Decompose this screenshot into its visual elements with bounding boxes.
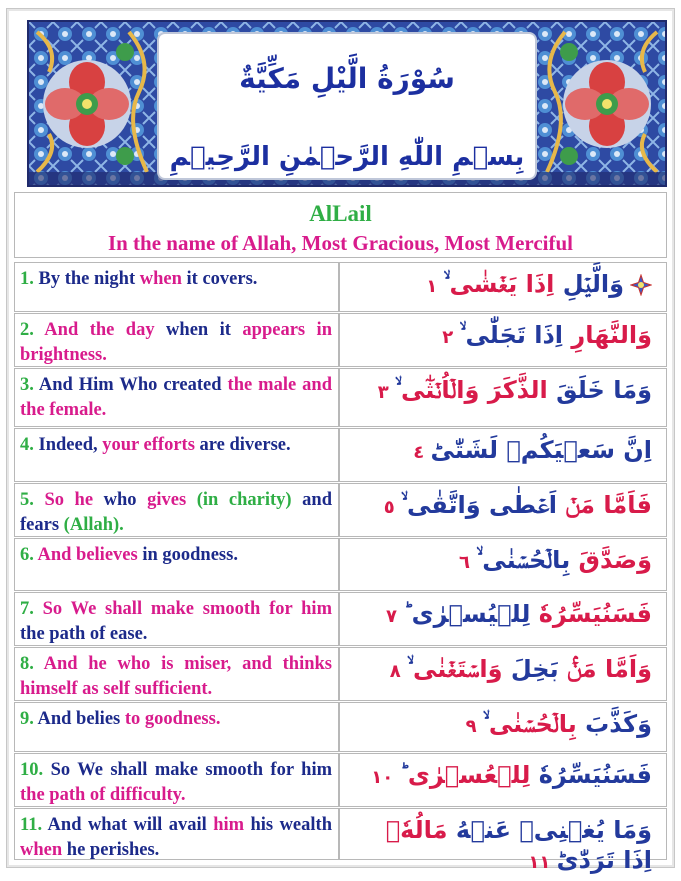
verse-english-segment: the male and the female. <box>20 375 333 420</box>
verse-english-segment: And believes <box>33 545 143 565</box>
verse-arabic-segment: ۙ <box>395 376 402 404</box>
verse-arabic-segment: وَمَا يُغۡنِىۡ عَنۡهُ <box>447 816 652 844</box>
ayah-number-marker: ١٠ <box>371 767 400 788</box>
verse-arabic-segment: فَسَنُيَسِّرُهٗ <box>530 761 652 789</box>
ayah-number-marker: ٥ <box>383 497 401 518</box>
verse-arabic-segment: بِالۡحُسۡنٰى <box>488 710 577 738</box>
verse-english-segment: So We shall make smooth <box>33 599 261 619</box>
verse-english-segment: By the night <box>33 269 140 289</box>
verse-number: 3. <box>20 375 34 395</box>
verse-arabic-segment: ۙ <box>476 546 483 574</box>
verse-english-segment: your efforts <box>102 435 195 455</box>
verse-english <box>14 538 339 591</box>
verse-arabic-segment: بِالۡحُسۡنٰى <box>482 546 571 574</box>
verse-english-segment: the path of ease. <box>20 624 148 644</box>
verse-row <box>14 702 667 752</box>
verse-english <box>14 592 339 646</box>
verse-arabic <box>339 647 667 701</box>
verse-english-segment: who <box>103 490 148 510</box>
verse-english-segment: it covers. <box>181 269 258 289</box>
sura-arabic-title-text: سُوْرَةُ الَّيْلِ مَكِّيَّةٌ <box>239 62 455 95</box>
verse-number: 10. <box>20 760 44 780</box>
ayah-number-marker: ٣ <box>377 382 396 403</box>
ayah-number-marker: ٨ <box>389 661 408 682</box>
verse-english-segment: So We shall make smooth for him <box>43 760 332 780</box>
verse-arabic-segment: ۙ <box>459 321 466 349</box>
verse-arabic-segment: فَاَمَّا مَنۡ <box>557 491 652 519</box>
verse-english <box>14 702 339 752</box>
verse-english <box>14 808 339 860</box>
verse-row <box>14 428 667 482</box>
verse-arabic-segment: وَكَذَّبَ <box>576 710 652 738</box>
verse-arabic-segment: اِذَا تَجَلّٰى <box>465 321 564 349</box>
ornamental-banner <box>27 20 667 187</box>
sura-header <box>14 192 667 258</box>
verse-number: 5. <box>20 490 34 510</box>
verse-arabic-segment: الذَّكَرَ وَالۡاُنۡثٰٓى <box>401 376 548 404</box>
ayah-number-marker: ٩ <box>465 716 483 737</box>
verse-arabic-segment: وَمَا خَلَقَ <box>547 376 652 404</box>
bismillah-arabic <box>159 142 535 172</box>
verse-number: 11. <box>20 815 43 835</box>
verse-number: 8. <box>20 654 34 674</box>
verse-english-segment: So he <box>33 490 104 510</box>
verse-arabic-segment: لِلۡيُسۡرٰى <box>411 600 531 628</box>
ornament-star-icon <box>630 274 652 296</box>
verse-english <box>14 647 339 701</box>
verse-arabic-segment: ۙ <box>443 270 450 298</box>
verse-english-segment: and thinks himself as self sufficient. <box>20 654 332 699</box>
verse-english <box>14 483 339 537</box>
ayah-number-marker: ٤ <box>413 442 431 463</box>
verse-arabic <box>339 538 667 591</box>
verse-english <box>14 313 339 367</box>
verse-row <box>14 262 667 312</box>
verse-english-segment: for him <box>260 599 332 619</box>
verse-english <box>14 262 339 312</box>
verse-english-segment: when it <box>166 320 231 340</box>
verse-english-segment: gives <box>147 490 197 510</box>
verse-number: 9. <box>20 709 34 729</box>
verse-english-segment: appears in brightness. <box>20 320 332 365</box>
verse-number: 1. <box>20 269 34 289</box>
verse-arabic-segment: فَسَنُيَسِّرُهٗ <box>530 600 652 628</box>
verse-arabic-segment: ۙ <box>400 491 407 519</box>
verse-english-segment: And what will avail <box>42 815 214 835</box>
verse-english-segment: (in charity) <box>196 490 292 510</box>
verse-english-segment: him <box>213 815 245 835</box>
verse-arabic <box>339 428 667 482</box>
verse-arabic-segment: اِذَا تَرَدّٰىؕ <box>556 846 652 874</box>
verse-arabic-segment: اِنَّ سَعۡيَكُمۡ لَشَتّٰىؕ <box>430 436 652 464</box>
ayah-number-marker: ٦ <box>459 552 477 573</box>
verse-english-segment: And he who is miser, <box>33 654 243 674</box>
verse-row <box>14 647 667 701</box>
verse-arabic <box>339 262 667 312</box>
verse-english-segment: when <box>20 840 63 860</box>
verse-english <box>14 368 339 427</box>
verse-english-segment: his wealth <box>244 815 332 835</box>
verse-arabic-segment: وَاسۡتَغۡنٰى <box>413 655 503 683</box>
verse-arabic-segment: مَالُهٗۤ <box>385 816 448 844</box>
title-cartouche <box>159 34 535 178</box>
verse-english-segment: And Him Who created <box>33 375 228 395</box>
bismillah-arabic-text: بِسۡمِ اللّٰهِ الرَّحۡمٰنِ الرَّحِيۡمِ <box>169 142 525 172</box>
verse-arabic-segment: بَخِلَ <box>502 655 559 683</box>
ayah-number-marker: ١١ <box>528 852 557 873</box>
basmala-english: In the name of Allah, Most Gracious, Most Merciful <box>107 231 574 255</box>
verse-number: 7. <box>20 599 34 619</box>
verse-english-segment: he perishes. <box>62 840 160 860</box>
verse-row <box>14 483 667 537</box>
verse-row <box>14 808 667 874</box>
ayah-number-marker: ١ <box>426 276 444 297</box>
verse-english-segment: in goodness. <box>142 545 238 565</box>
verse-arabic-segment: اَعۡطٰى وَاتَّقٰى <box>406 491 558 519</box>
verse-arabic-segment: اِذَا يَغۡشٰى <box>449 270 555 298</box>
verse-arabic <box>339 483 667 537</box>
verse-arabic <box>339 808 667 874</box>
verse-arabic <box>339 592 667 646</box>
ayah-number-marker: ٢ <box>442 327 460 348</box>
verse-english-segment: when <box>139 269 182 289</box>
verse-english-segment: Indeed, <box>33 435 103 455</box>
verse-row <box>14 313 667 367</box>
sura-arabic-title <box>159 62 535 95</box>
verse-number: 2. <box>20 320 34 340</box>
verse-row <box>14 538 667 591</box>
verse-english-segment: the path of difficulty. <box>20 785 186 805</box>
sura-name: AlLail <box>309 201 372 226</box>
verse-arabic-segment: وَالَّيۡلِ <box>554 270 624 298</box>
verse-english-segment: And the day <box>33 320 167 340</box>
verse-english-segment: are diverse. <box>194 435 291 455</box>
verse-english-segment: And belies <box>33 709 125 729</box>
verse-english-segment: and fears <box>20 490 332 535</box>
verse-number: 4. <box>20 435 34 455</box>
verse-number: 6. <box>20 545 34 565</box>
verse-english <box>14 428 339 482</box>
verse-arabic-segment: وَصَدَّقَ <box>570 546 652 574</box>
verse-arabic-segment: ؕ <box>403 600 412 628</box>
verse-arabic-segment: ۙ <box>407 655 414 683</box>
verse-arabic <box>339 313 667 367</box>
verse-arabic-segment: لِلۡعُسۡرٰى <box>407 761 531 789</box>
verse-arabic-segment: ۙ <box>482 710 489 738</box>
verse-english-segment: (Allah). <box>63 515 124 535</box>
verse-arabic-segment: ؕ <box>399 761 408 789</box>
verse-english <box>14 753 339 807</box>
verse-english-segment: to goodness. <box>124 709 221 729</box>
verse-row <box>14 753 667 807</box>
verse-arabic-segment: وَالنَّهَارِ <box>563 321 652 349</box>
verse-row <box>14 368 667 427</box>
verse-arabic-segment: وَاَمَّا مَنۡۢ <box>558 655 652 683</box>
verse-arabic <box>339 702 667 752</box>
verse-arabic <box>339 368 667 427</box>
ayah-number-marker: ٧ <box>385 606 404 627</box>
verse-row <box>14 592 667 646</box>
verse-arabic <box>339 753 667 807</box>
